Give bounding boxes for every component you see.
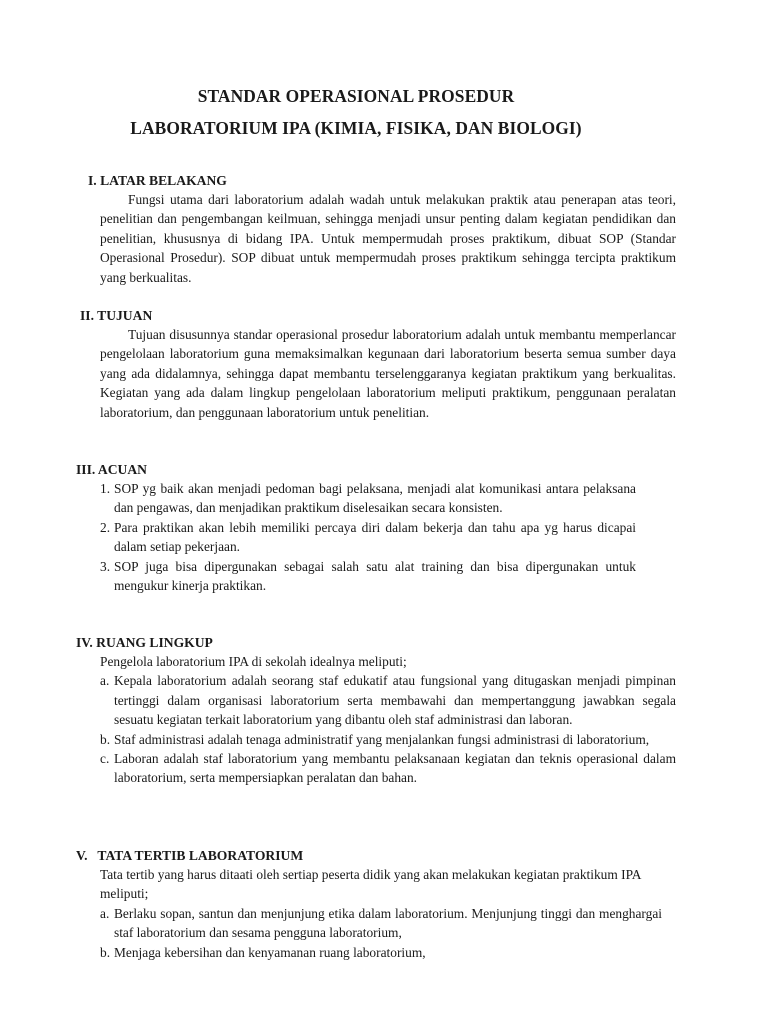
list-marker: c.	[100, 751, 110, 767]
list-item-text: Berlaku sopan, santun dan menjunjung etika dalam laboratorium. Menjunjung tinggi dan menghargai staf laboratorium dan sesama pengguna laboratorium,	[114, 905, 662, 941]
ruang-lingkup-list	[100, 671, 676, 787]
section-latar-belakang	[88, 171, 676, 287]
list-item-text: Para praktikan akan lebih memiliki percaya diri dalam bekerja dan tahu apa yg harus dicapai dalam setiap pekerjaan.	[114, 519, 636, 555]
section-heading: III. ACUAN	[76, 462, 148, 477]
list-item	[100, 904, 662, 943]
list-item	[100, 557, 636, 596]
list-item	[100, 730, 676, 749]
list-marker: b.	[100, 731, 111, 747]
list-item	[100, 671, 676, 729]
list-item	[100, 749, 676, 788]
list-marker: a.	[100, 905, 110, 921]
list-item-text: Menjaga kebersihan dan kenyamanan ruang laboratorium,	[114, 944, 426, 960]
list-marker: a.	[100, 673, 110, 689]
section-intro: Pengelola laboratorium IPA di sekolah idealnya meliputi;	[100, 654, 407, 669]
list-item-text: Staf administrasi adalah tenaga administratif yang menjalankan fungsi administrasi di laboratorium,	[114, 731, 650, 747]
list-item-text: SOP yg baik akan menjadi pedoman bagi pelaksana, menjadi alat komunikasi antara pelaksana dan pengawas, dan menjadikan praktikum diselesaikan secara konsisten.	[114, 481, 636, 516]
list-item-text: Kepala laboratorium adalah seorang staf edukatif atau fungsional yang ditugaskan menjadi pimpinan tertinggi dalam organisasi laboratorium serta membawahi dan mempertanggung jawabkan segala sesuatu kegiatan terkait laboratorium yang dibantu oleh staf administrasi dan laboran.	[114, 673, 676, 728]
list-marker: 3.	[100, 558, 111, 574]
list-item-text: Laboran adalah staf laboratorium yang membantu pelaksanaan kegiatan dan teknis operasional dalam laboratorium, serta mempersiapkan peralatan dan bahan.	[114, 751, 676, 786]
list-item	[100, 943, 662, 962]
section-intro: Tata tertib yang harus ditaati oleh sertiap peserta didik yang akan melakukan kegiatan praktikum IPA meliputi;	[100, 867, 641, 902]
list-item	[100, 479, 636, 518]
list-item	[100, 518, 636, 557]
section-tata-tertib	[76, 846, 662, 962]
section-body: Tujuan disusunnya standar operasional prosedur laboratorium adalah untuk membantu memperlancar pengelolaan laboratorium guna memaksimalkan kegunaan dari laboratorium beserta semua sumber daya yang ada didalamnya, sehingga dapat membantu terselenggaranya kegiatan praktikum yang berkualitas. Kegiatan yang ada dalam lingkup pengelolaan laboratorium meliputi praktikum, penggunaan peralatan laboratorium, dan penggunaan laboratorium untuk penelitian.	[100, 327, 676, 420]
section-tujuan	[80, 306, 676, 422]
section-heading: II. TUJUAN	[80, 308, 153, 323]
list-marker: 2.	[100, 519, 111, 535]
section-ruang-lingkup	[76, 633, 676, 788]
tata-tertib-list	[100, 904, 662, 962]
list-item-text: SOP juga bisa dipergunakan sebagai salah satu alat training dan bisa dipergunakan untuk mengukur kinerja praktikan.	[114, 558, 636, 594]
section-body: Fungsi utama dari laboratorium adalah wadah untuk melakukan praktik atau penerapan atas teori, penelitian dan pengembangan keilmuan, sehingga menjadi unsur penting dalam kegiatan pendidikan dan penelitian, khususnya di bidang IPA. Untuk mempermudah proses praktikum, dibuat SOP (Standar Operasional Prosedur). SOP dibuat untuk mempermudah proses praktikum sehingga tercipta praktikum yang berkualitas.	[100, 192, 676, 285]
section-heading: V. TATA TERTIB LABORATORIUM	[76, 848, 304, 863]
list-marker: b.	[100, 944, 111, 960]
list-marker: 1.	[100, 481, 111, 496]
section-heading: I. LATAR BELAKANG	[88, 173, 227, 188]
document-title: STANDAR OPERASIONAL PROSEDUR	[197, 86, 515, 106]
acuan-list	[100, 479, 636, 595]
document-subtitle: LABORATORIUM IPA (KIMIA, FISIKA, DAN BIOLOGI)	[130, 118, 582, 138]
section-heading: IV. RUANG LINGKUP	[76, 635, 213, 650]
section-acuan	[76, 460, 636, 595]
